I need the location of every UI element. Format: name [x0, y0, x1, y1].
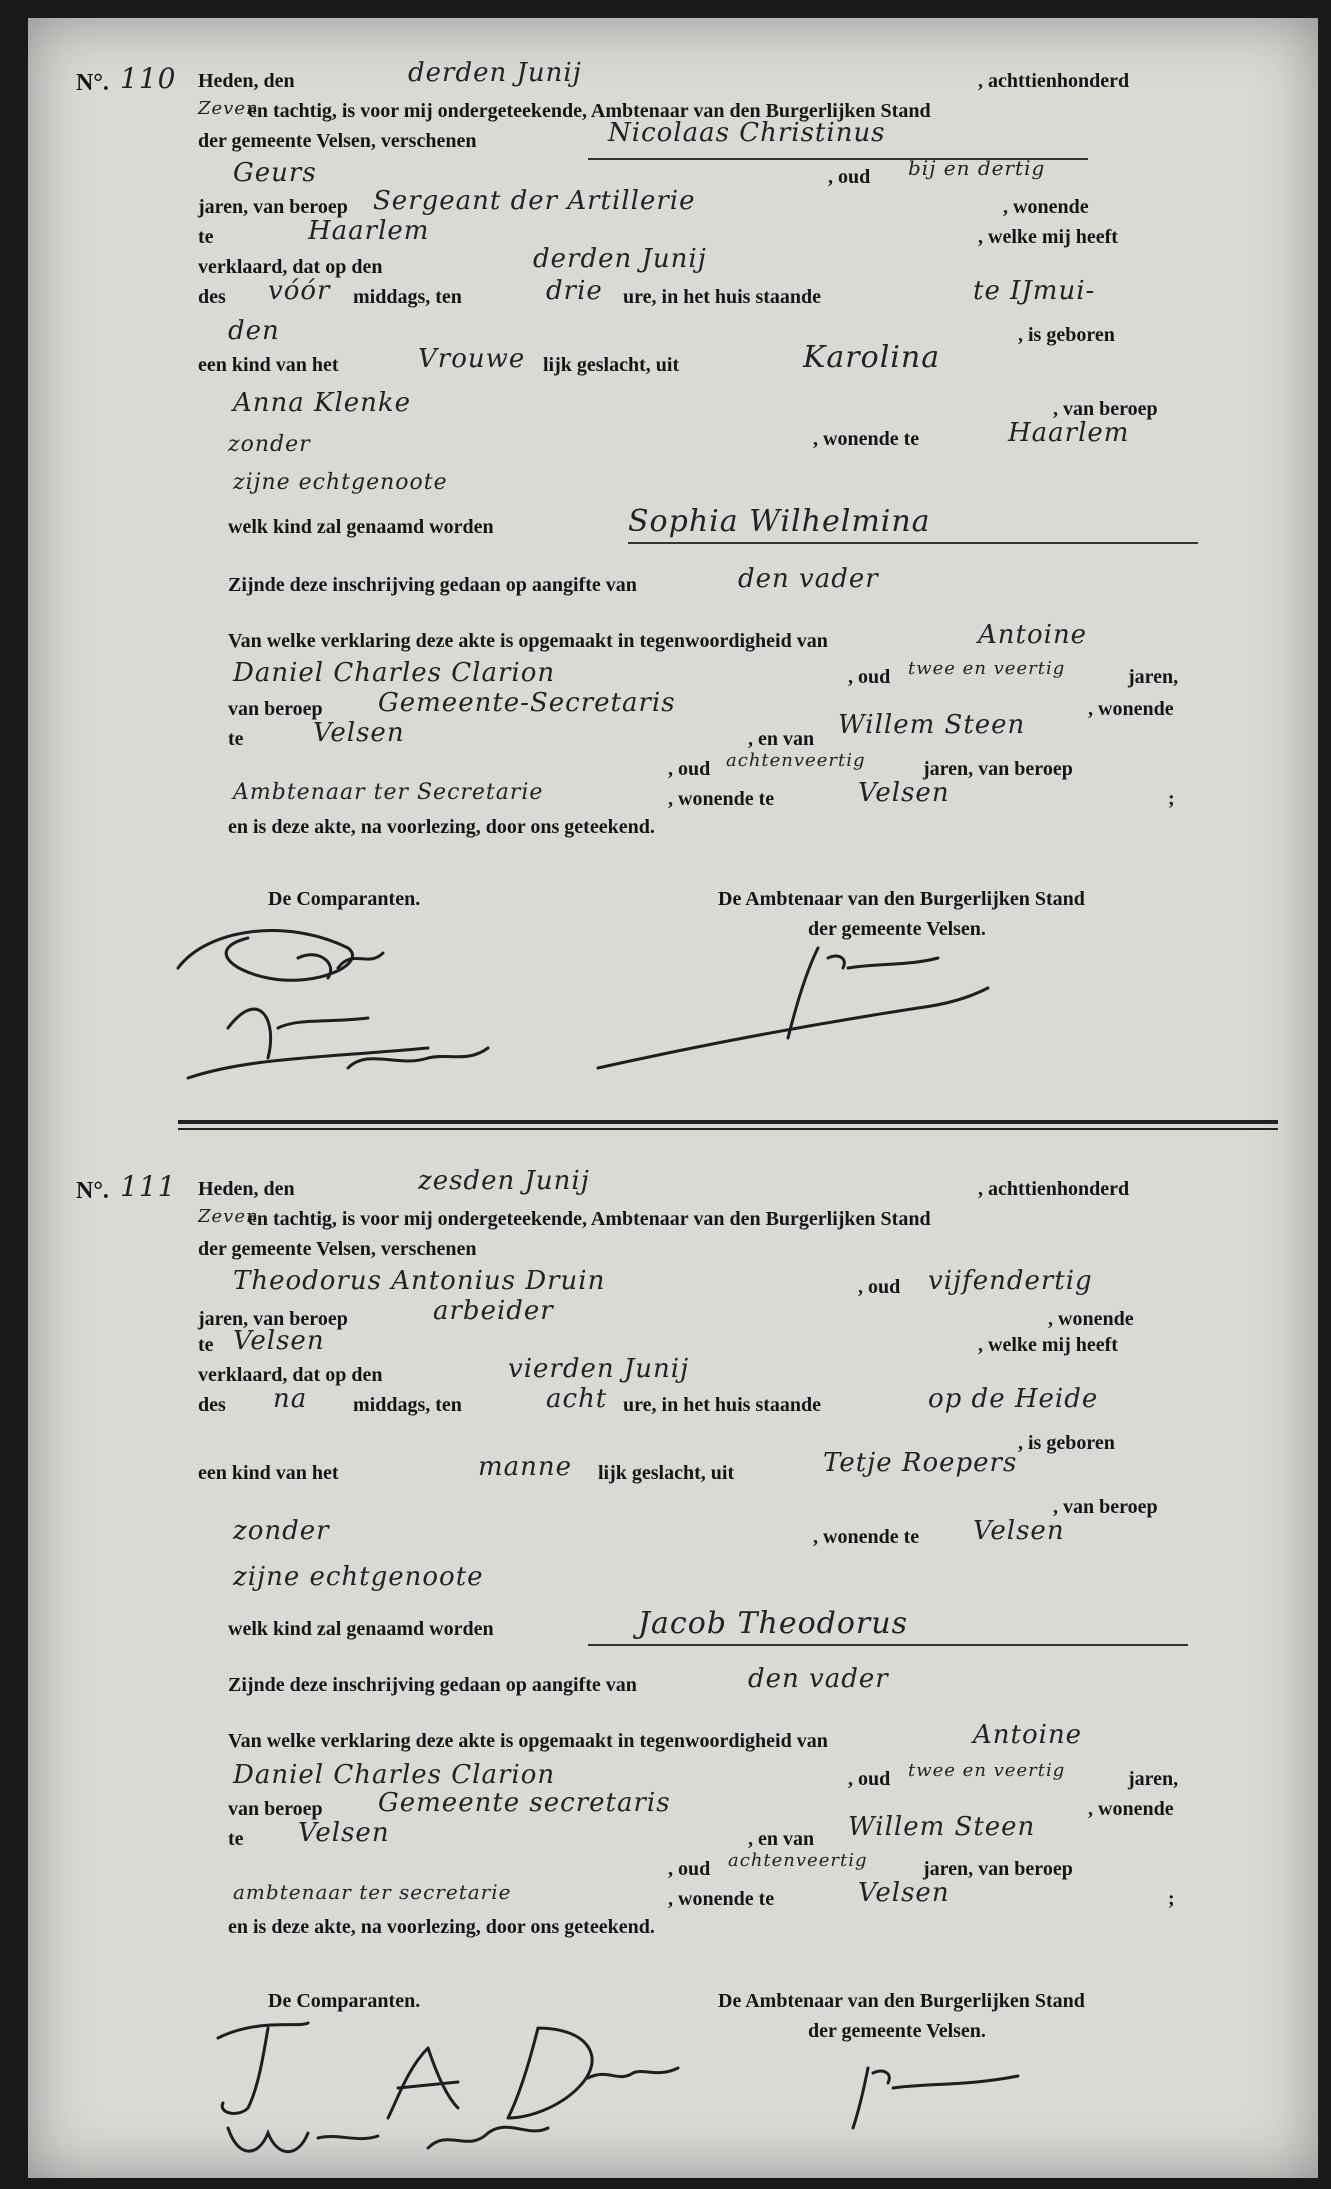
hw-hour: drie: [546, 276, 603, 306]
printed-text: te: [228, 728, 244, 750]
hw-sex: Vrouwe: [418, 344, 526, 374]
hw-hour: acht: [546, 1384, 608, 1414]
hw-witness2-age: achtenveertig: [726, 750, 866, 771]
printed-text: ure, in het huis staande: [623, 1394, 822, 1416]
hw-mother-res: Haarlem: [1008, 418, 1130, 448]
hw-year: Zeven: [198, 98, 259, 119]
printed-text: jaren,: [1128, 666, 1179, 688]
printed-text: en tachtig, is voor mij ondergeteekende, Ambtenaar van den Burgerlijken Stand: [248, 100, 931, 122]
hw-witness1-prof: Gemeente-Secretaris: [378, 688, 676, 718]
printed-text: middags, ten: [353, 286, 462, 308]
printed-text: Zijnde deze inschrijving gedaan op aangifte van: [228, 574, 637, 596]
hw-witness2-res: Velsen: [858, 1878, 950, 1908]
printed-text: en is deze akte, na voorlezing, door ons geteekend.: [228, 1916, 655, 1938]
hw-residence: Haarlem: [308, 216, 430, 246]
printed-text: te: [228, 1828, 244, 1850]
printed-text: , wonende: [1088, 698, 1174, 720]
hw-place-cont: den: [228, 316, 280, 346]
hw-part-of-day: na: [273, 1384, 308, 1414]
printed-text: jaren,: [1128, 1768, 1179, 1790]
hw-residence: Velsen: [233, 1326, 325, 1356]
printed-text: , wonende: [1048, 1308, 1134, 1330]
printed-text: ;: [1168, 788, 1175, 810]
comparanten-label: De Comparanten.: [268, 888, 421, 910]
hw-witness2: Willem Steen: [848, 1812, 1036, 1842]
hw-witness2-res: Velsen: [858, 778, 950, 808]
hw-birth-date: vierden Junij: [508, 1354, 690, 1384]
hw-witness2-prof: ambtenaar ter secretarie: [233, 1880, 512, 1904]
hw-place: te IJmui-: [973, 276, 1096, 306]
hw-mother: Karolina: [803, 340, 941, 375]
hw-profession: Sergeant der Artillerie: [373, 186, 696, 216]
printed-text: , en van: [748, 728, 815, 750]
hw-witness1-age: twee en veertig: [908, 1760, 1066, 1781]
hw-witness1-cont: Daniel Charles Clarion: [233, 1760, 556, 1790]
printed-text: , van beroep: [1053, 1496, 1158, 1518]
printed-text: , oud: [848, 1768, 891, 1790]
signature-comparanten: [188, 2008, 748, 2168]
printed-text: Van welke verklaring deze akte is opgemaakt in tegenwoordigheid van: [228, 1730, 828, 1752]
hw-mother: Tetje Roepers: [823, 1448, 1018, 1478]
hw-mother-prof: zonder: [233, 1516, 330, 1546]
record-separator: [178, 1128, 1278, 1130]
printed-text: , oud: [848, 666, 891, 688]
printed-text: , welke mij heeft: [978, 1334, 1118, 1356]
printed-text: , oud: [858, 1276, 901, 1298]
printed-text: , wonende te: [813, 1526, 920, 1548]
hw-mother-res: Velsen: [973, 1516, 1065, 1546]
hw-mother-prof: zonder: [228, 432, 311, 457]
hw-witness2-prof: Ambtenaar ter Secretarie: [233, 780, 544, 805]
hw-witness1-res: Velsen: [298, 1818, 390, 1848]
printed-text: een kind van het: [198, 354, 339, 376]
printed-text: een kind van het: [198, 1462, 339, 1484]
printed-text: lijk geslacht, uit: [543, 354, 680, 376]
printed-text: , en van: [748, 1828, 815, 1850]
printed-text: te: [198, 1334, 214, 1356]
record-number-label: N°.: [76, 1178, 109, 1204]
hw-birth-date: derden Junij: [533, 244, 707, 274]
hw-year: Zeven: [198, 1206, 259, 1227]
printed-text: van beroep: [228, 698, 323, 720]
printed-text: des: [198, 286, 226, 308]
hw-witness2-age: achtenveertig: [728, 1850, 868, 1871]
printed-text: , is geboren: [1018, 1432, 1115, 1454]
hw-name: Theodorus Antonius Druin: [233, 1266, 606, 1296]
hw-profession: arbeider: [433, 1296, 554, 1326]
printed-text: te: [198, 226, 214, 248]
printed-text: , is geboren: [1018, 324, 1115, 346]
printed-text: , wonende: [1088, 1798, 1174, 1820]
printed-text: jaren, van beroep: [198, 196, 348, 218]
hw-witness1-cont: Daniel Charles Clarion: [233, 658, 556, 688]
printed-text: jaren, van beroep: [198, 1308, 348, 1330]
printed-text: , oud: [668, 1858, 711, 1880]
hw-declarant: den vader: [738, 564, 879, 594]
comparanten-label: De Comparanten.: [268, 1990, 421, 2012]
printed-text: ure, in het huis staande: [623, 286, 822, 308]
hw-witness1-age: twee en veertig: [908, 658, 1066, 679]
printed-text: verklaard, dat op den: [198, 1364, 383, 1386]
register-page: [28, 18, 1318, 2178]
ambtenaar-label: De Ambtenaar van den Burgerlijken Stand: [718, 888, 1085, 910]
printed-text: van beroep: [228, 1798, 323, 1820]
printed-text: des: [198, 1394, 226, 1416]
printed-text: Heden, den: [198, 1178, 295, 1200]
signature-comparanten: [168, 908, 528, 1098]
gemeente-label: der gemeente Velsen.: [808, 918, 986, 940]
hw-witness1-res: Velsen: [313, 718, 405, 748]
hw-child-name: Sophia Wilhelmina: [628, 504, 931, 539]
record-number-label: N°.: [76, 70, 109, 96]
ambtenaar-label: De Ambtenaar van den Burgerlijken Stand: [718, 1990, 1085, 2012]
hw-age: vijfendertig: [928, 1266, 1093, 1296]
hw-witness2: Willem Steen: [838, 710, 1026, 740]
hw-declarant: den vader: [748, 1664, 889, 1694]
printed-text: Van welke verklaring deze akte is opgemaakt in tegenwoordigheid van: [228, 630, 828, 652]
hw-witness1: Antoine: [978, 620, 1088, 650]
hw-place: op de Heide: [928, 1384, 1099, 1414]
printed-text: en is deze akte, na voorlezing, door ons geteekend.: [228, 816, 655, 838]
printed-text: , achttienhonderd: [978, 70, 1130, 92]
printed-text: welk kind zal genaamd worden: [228, 1618, 494, 1640]
record-separator: [178, 1120, 1278, 1124]
printed-text: lijk geslacht, uit: [598, 1462, 735, 1484]
printed-text: middags, ten: [353, 1394, 462, 1416]
printed-text: , wonende te: [813, 428, 920, 450]
printed-text: verklaard, dat op den: [198, 256, 383, 278]
hw-relation: zijne echtgenoote: [233, 1562, 484, 1592]
printed-text: ;: [1168, 1888, 1175, 1910]
printed-text: Zijnde deze inschrijving gedaan op aangifte van: [228, 1674, 637, 1696]
hw-date: derden Junij: [408, 58, 582, 88]
printed-text: jaren, van beroep: [923, 1858, 1073, 1880]
printed-text: , van beroep: [1053, 398, 1158, 420]
record-number: 111: [120, 1170, 177, 1203]
printed-text: der gemeente Velsen, verschenen: [198, 1238, 477, 1260]
printed-text: , wonende: [1003, 196, 1089, 218]
signature-ambtenaar: [588, 928, 1008, 1088]
printed-text: , oud: [668, 758, 711, 780]
hw-witness1: Antoine: [973, 1720, 1083, 1750]
hw-date: zesden Junij: [418, 1166, 590, 1196]
printed-text: jaren, van beroep: [923, 758, 1073, 780]
printed-text: , achttienhonderd: [978, 1178, 1130, 1200]
gemeente-label: der gemeente Velsen.: [808, 2020, 986, 2042]
hw-age: bij en dertig: [908, 156, 1046, 180]
hw-witness1-prof: Gemeente secretaris: [378, 1788, 671, 1818]
printed-text: , oud: [828, 166, 871, 188]
hw-mother-cont: Anna Klenke: [233, 388, 412, 418]
record-number: 110: [120, 62, 177, 95]
printed-text: , wonende te: [668, 788, 775, 810]
hw-surname: Geurs: [233, 158, 317, 188]
signature-ambtenaar: [848, 2048, 1048, 2138]
hw-child-name: Jacob Theodorus: [638, 1606, 908, 1641]
hw-sex: manne: [478, 1452, 573, 1482]
hw-part-of-day: vóór: [268, 276, 331, 306]
hw-relation: zijne echtgenoote: [233, 470, 448, 495]
printed-text: , wonende te: [668, 1888, 775, 1910]
printed-text: en tachtig, is voor mij ondergeteekende, Ambtenaar van den Burgerlijken Stand: [248, 1208, 931, 1230]
printed-text: welk kind zal genaamd worden: [228, 516, 494, 538]
printed-text: Heden, den: [198, 70, 295, 92]
printed-text: der gemeente Velsen, verschenen: [198, 130, 477, 152]
printed-text: , welke mij heeft: [978, 226, 1118, 248]
hw-name: Nicolaas Christinus: [608, 118, 886, 148]
